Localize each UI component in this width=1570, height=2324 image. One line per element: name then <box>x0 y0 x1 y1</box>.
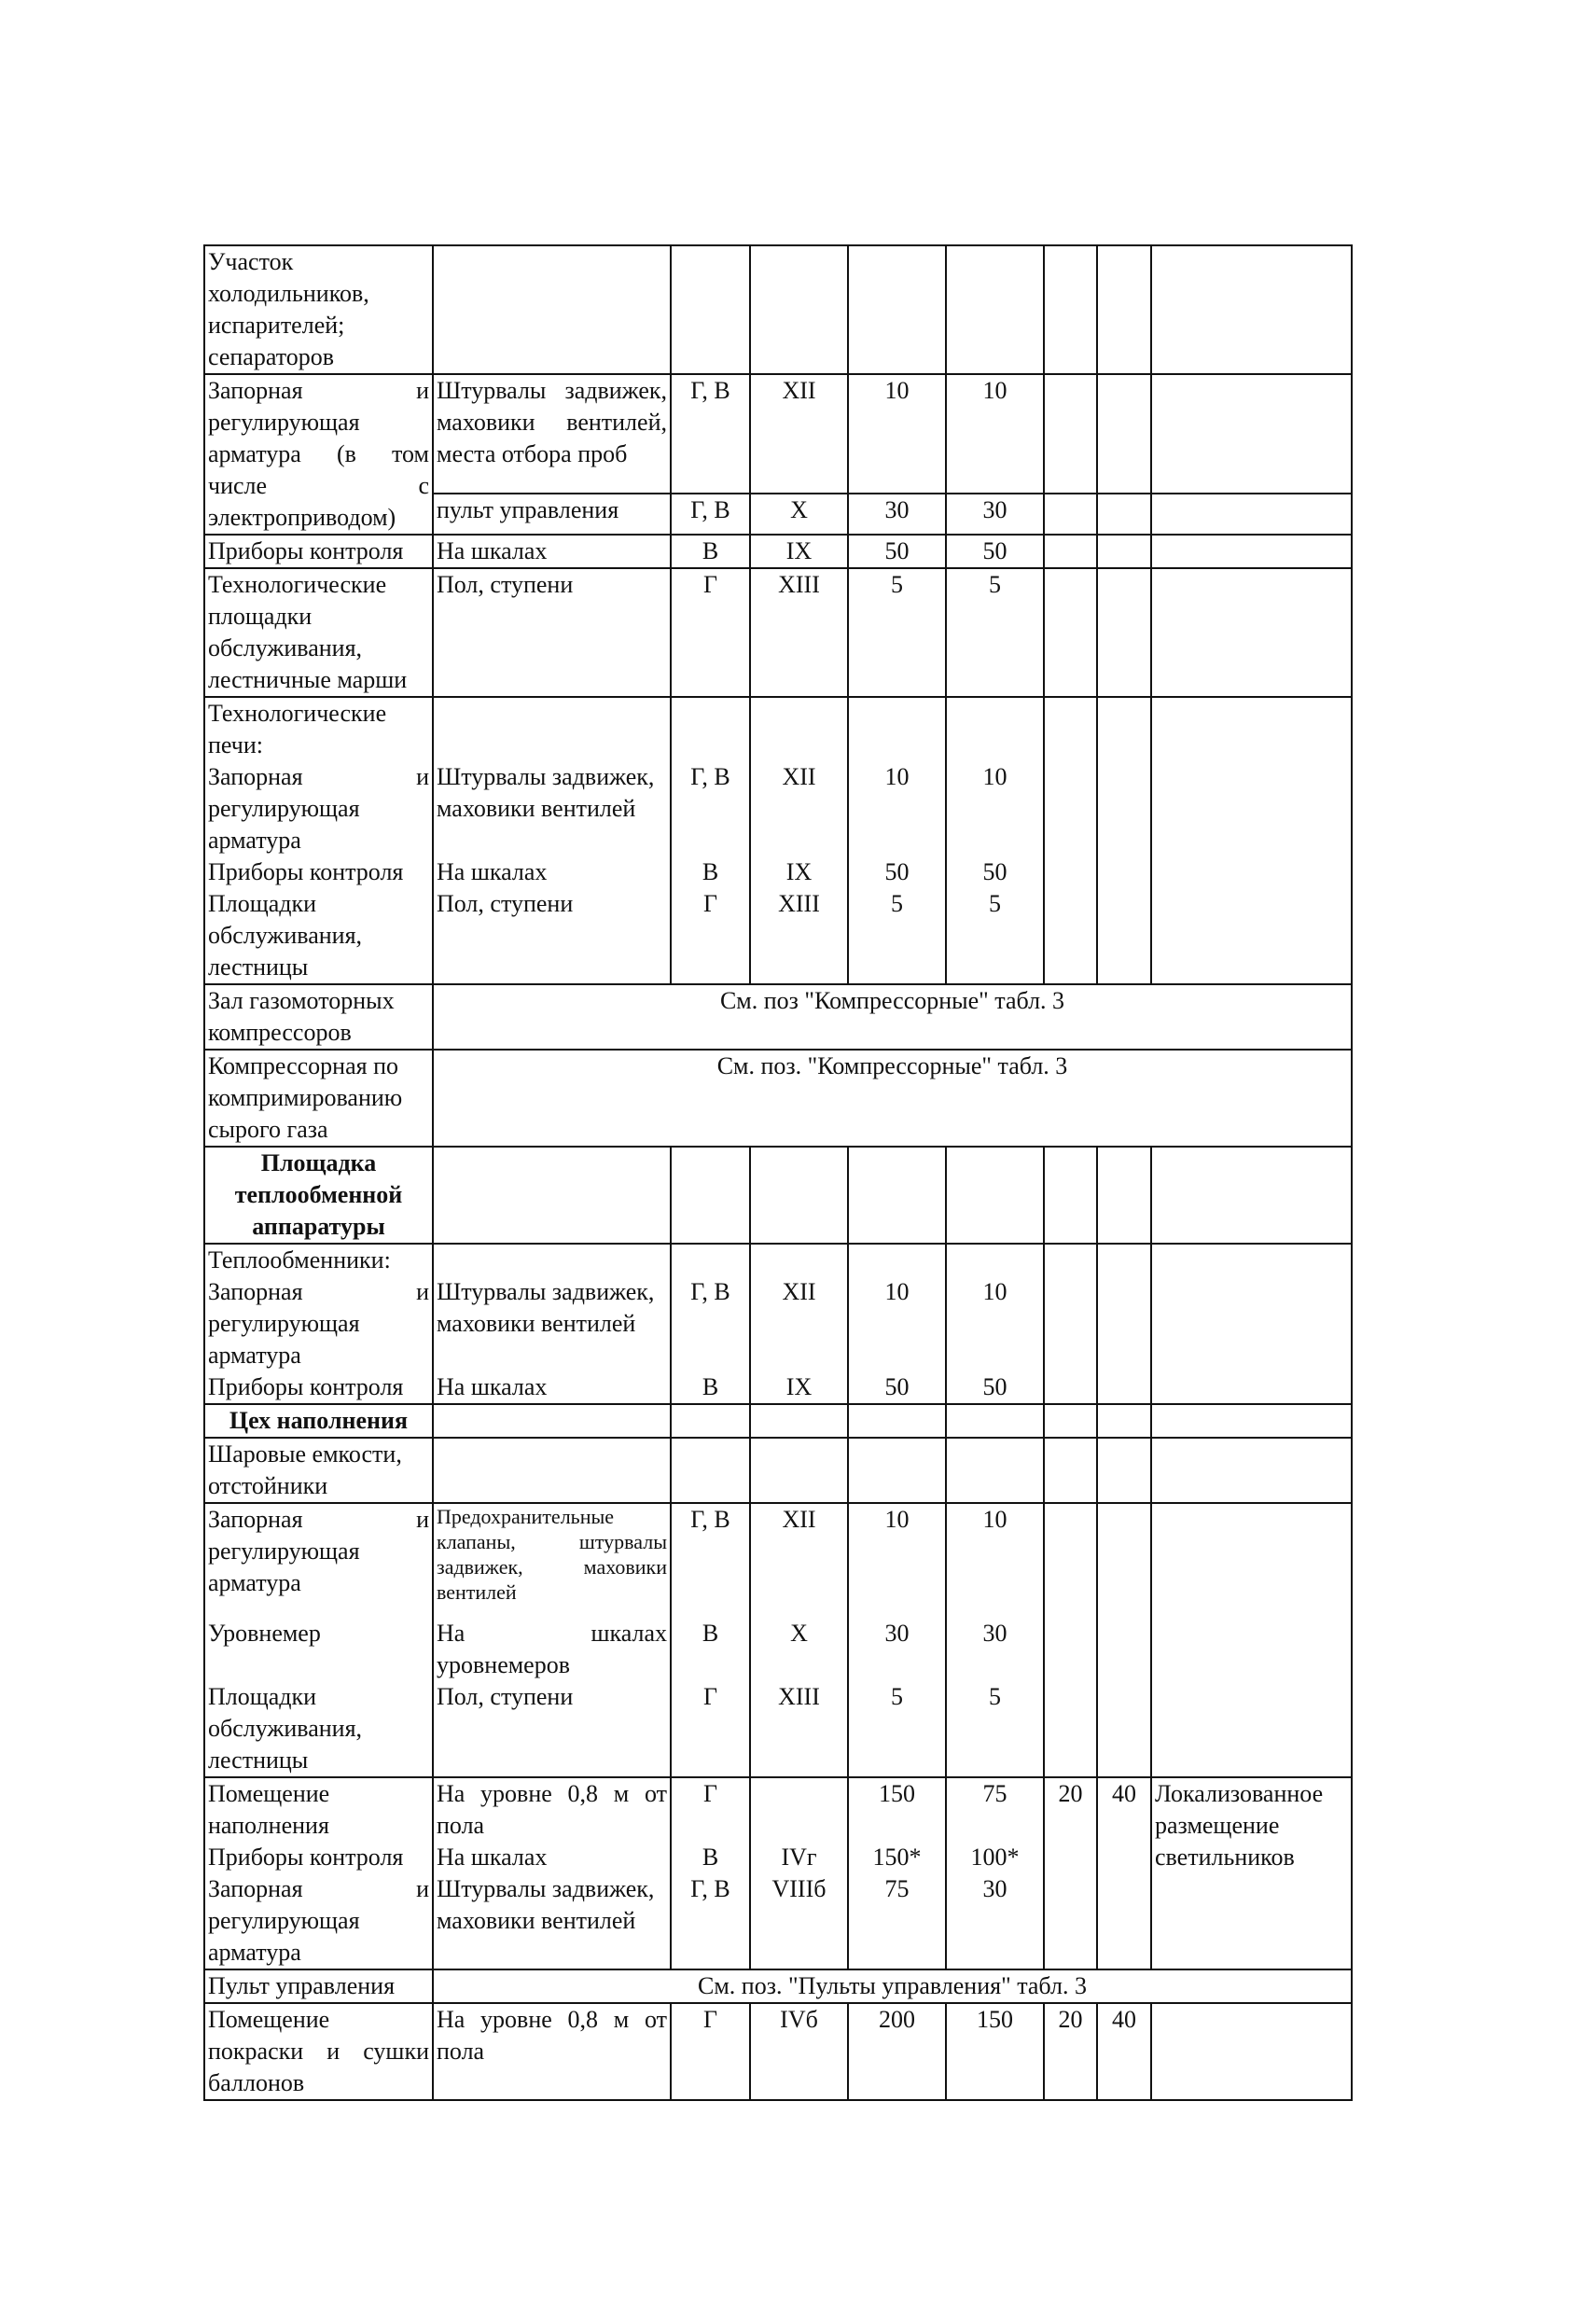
cell-system <box>671 1438 750 1503</box>
cell-category-line <box>754 1778 844 1842</box>
empty-cell <box>1097 1404 1151 1438</box>
lighting-norms-table <box>203 244 1353 2101</box>
cell-system-line: Г, В <box>690 763 730 790</box>
cell-illum-2: 5 <box>946 568 1044 697</box>
cell-illum-2-line <box>950 698 1040 761</box>
cell-category-line: XII <box>782 1278 816 1305</box>
cell-surface: пульт управления <box>433 494 671 535</box>
cell-system-line: Г, В <box>690 1875 730 1902</box>
cell-surface <box>433 697 671 984</box>
cell-illum-1: 30 <box>848 494 946 535</box>
cell-illum-2 <box>946 1438 1044 1503</box>
cell-category-line: IX <box>785 858 813 885</box>
cell-category <box>750 1438 848 1503</box>
cell-system-line: В <box>702 1844 719 1871</box>
cell-system <box>671 1777 750 1969</box>
cell-illum-2 <box>946 697 1044 984</box>
cell-surface <box>433 1777 671 1969</box>
cell-illum-2: 50 <box>946 535 1044 568</box>
cell-place: Участок холодильников, испарителей; сепараторов <box>204 245 433 374</box>
cell-place <box>204 1244 433 1404</box>
cell-category <box>750 1777 848 1969</box>
cell-place-line: Уровнемер <box>208 1620 321 1647</box>
cell-surface: На шкалах <box>433 535 671 568</box>
cell-place-line: Приборы контроля <box>208 1844 404 1871</box>
cell-surface: Пол, ступени <box>433 568 671 697</box>
cell-note <box>1151 494 1352 535</box>
cell-system-line: Г <box>702 890 718 917</box>
cell-category-line <box>754 698 844 761</box>
cell-system <box>671 697 750 984</box>
empty-cell <box>848 1147 946 1244</box>
table-row <box>204 697 1352 984</box>
cell-category <box>750 245 848 374</box>
cell-system <box>671 245 750 374</box>
cell-illum-1: 200 <box>848 2003 946 2100</box>
cell-illum-2 <box>946 245 1044 374</box>
cell-system: Г <box>671 568 750 697</box>
cell-place: Шаровые емкости, отстойники <box>204 1438 433 1503</box>
cell-reference: См. поз. "Компрессорные" табл. 3 <box>433 1050 1352 1147</box>
empty-cell <box>433 1147 671 1244</box>
cell-illum-1-line: 30 <box>884 1620 910 1647</box>
cell-system <box>671 1503 750 1777</box>
cell-surface-line: На шкалах уровнемеров <box>437 1620 667 1678</box>
section-title: Цех наполнения <box>204 1404 433 1438</box>
cell-system: Г <box>671 2003 750 2100</box>
cell-illum-1-line: 50 <box>884 1373 910 1400</box>
cell-coef-2 <box>1097 1244 1151 1404</box>
cell-surface-line: Штурвалы задвижек, маховики вентилей <box>437 1278 655 1337</box>
empty-cell <box>848 1404 946 1438</box>
cell-surface <box>433 1244 671 1404</box>
cell-surface-line: На шкалах <box>437 1844 548 1871</box>
cell-illum-2: 150 <box>946 2003 1044 2100</box>
cell-place-line: Запорная и регулирующая арматура <box>208 1506 429 1596</box>
cell-illum-2-line: 10 <box>982 1506 1007 1533</box>
cell-illum-2: 10 <box>946 374 1044 494</box>
cell-surface-line: На шкалах <box>437 1373 548 1400</box>
cell-surface-line <box>437 698 667 761</box>
cell-illum-1: 5 <box>848 568 946 697</box>
cell-place-line: Технологические печи: <box>208 700 387 758</box>
cell-system-line <box>674 1245 746 1276</box>
cell-place: Зал газомоторных компрессоров <box>204 984 433 1050</box>
cell-system-line <box>674 698 746 761</box>
cell-place-line: Запорная и регулирующая арматура <box>208 1278 429 1369</box>
cell-note <box>1151 1438 1352 1503</box>
cell-category: XIII <box>750 568 848 697</box>
cell-system: Г, В <box>671 374 750 494</box>
cell-surface-line: Пол, ступени <box>437 1683 574 1710</box>
cell-category-line: IVг <box>781 1844 817 1871</box>
empty-cell <box>1044 1147 1097 1244</box>
cell-category-line: XII <box>782 1506 816 1533</box>
cell-coef-2 <box>1097 1503 1151 1777</box>
cell-place-line: Приборы контроля <box>208 858 404 885</box>
empty-cell <box>750 1404 848 1438</box>
cell-category-line: XIII <box>778 1683 820 1710</box>
table-row <box>204 1438 1352 1503</box>
cell-coef-1 <box>1044 697 1097 984</box>
cell-coef-2 <box>1097 568 1151 697</box>
cell-illum-1-line: 150 <box>879 1780 915 1807</box>
cell-category: IVб <box>750 2003 848 2100</box>
cell-coef-1: 20 <box>1044 1777 1097 1969</box>
table-row <box>204 1969 1352 2003</box>
cell-surface <box>433 245 671 374</box>
cell-reference: См. поз "Компрессорные" табл. 3 <box>433 984 1352 1050</box>
table-row <box>204 984 1352 1050</box>
empty-cell <box>1151 1147 1352 1244</box>
cell-system-line: Г <box>702 1780 718 1807</box>
cell-system-line: Г <box>702 1683 718 1710</box>
cell-coef-1 <box>1044 1244 1097 1404</box>
cell-category-line <box>754 1245 844 1276</box>
cell-illum-1-line: 10 <box>884 1278 910 1305</box>
cell-surface-line <box>437 1245 667 1276</box>
cell-surface-line: Штурвалы задвижек, маховики вентилей <box>437 763 655 822</box>
cell-illum-1 <box>848 1503 946 1777</box>
cell-system-line: В <box>702 858 719 885</box>
cell-illum-2 <box>946 1503 1044 1777</box>
cell-coef-2 <box>1097 1438 1151 1503</box>
empty-cell <box>671 1404 750 1438</box>
cell-category-line: XIII <box>778 890 820 917</box>
table-row <box>204 1777 1352 1969</box>
cell-surface-line: Штурвалы задвижек, маховики вентилей <box>437 1875 655 1934</box>
cell-note <box>1151 2003 1352 2100</box>
cell-place: Помещение покраски и сушки баллонов <box>204 2003 433 2100</box>
cell-note: Локализованное размещение светильников <box>1151 1777 1352 1969</box>
empty-cell <box>1151 1404 1352 1438</box>
cell-coef-1 <box>1044 245 1097 374</box>
table-row <box>204 245 1352 374</box>
cell-illum-2-line: 50 <box>982 1373 1007 1400</box>
section-row <box>204 1404 1352 1438</box>
cell-illum-1: 50 <box>848 535 946 568</box>
cell-illum-2-line: 75 <box>982 1780 1007 1807</box>
cell-reference: См. поз. "Пульты управления" табл. 3 <box>433 1969 1352 2003</box>
cell-note <box>1151 697 1352 984</box>
cell-note <box>1151 535 1352 568</box>
cell-system <box>671 1244 750 1404</box>
cell-surface-line: Предохранительные клапаны, штурвалы задвижек, маховики вентилей <box>437 1505 667 1604</box>
cell-illum-2: 30 <box>946 494 1044 535</box>
cell-category-line: X <box>790 1620 808 1647</box>
cell-illum-1 <box>848 1438 946 1503</box>
cell-coef-1: 20 <box>1044 2003 1097 2100</box>
cell-coef-2: 40 <box>1097 2003 1151 2100</box>
empty-cell <box>1097 1147 1151 1244</box>
cell-coef-2 <box>1097 494 1151 535</box>
cell-category-line: VIIIб <box>771 1875 827 1902</box>
cell-coef-1 <box>1044 535 1097 568</box>
cell-system-line: Г, В <box>690 1278 730 1305</box>
cell-system-line: В <box>702 1373 719 1400</box>
table-row <box>204 568 1352 697</box>
cell-surface <box>433 1438 671 1503</box>
cell-coef-2 <box>1097 697 1151 984</box>
cell-illum-1: 10 <box>848 374 946 494</box>
table-row <box>204 1503 1352 1777</box>
cell-system: В <box>671 535 750 568</box>
cell-note <box>1151 374 1352 494</box>
cell-place-line: Запорная и регулирующая арматура <box>208 763 429 854</box>
table-row <box>204 1050 1352 1147</box>
cell-surface: Штурвалы задвижек, маховики вентилей, места отбора проб <box>433 374 671 494</box>
cell-place-line: Приборы контроля <box>208 1373 404 1400</box>
cell-place-line: Площадки обслуживания, лестницы <box>208 890 363 981</box>
cell-illum-1 <box>848 245 946 374</box>
cell-illum-2-line: 50 <box>982 858 1007 885</box>
empty-cell <box>946 1147 1044 1244</box>
cell-category: XII <box>750 374 848 494</box>
cell-illum-2-line: 30 <box>982 1875 1007 1902</box>
cell-place: Запорная и регулирующая арматура (в том числе с электроприводом) <box>204 374 433 535</box>
cell-illum-1-line: 150* <box>872 1844 922 1871</box>
section-row <box>204 1147 1352 1244</box>
empty-cell <box>671 1147 750 1244</box>
cell-illum-1-line <box>852 698 942 761</box>
cell-category <box>750 1244 848 1404</box>
cell-illum-1-line: 75 <box>884 1875 910 1902</box>
cell-coef-2: 40 <box>1097 1777 1151 1969</box>
cell-place: Приборы контроля <box>204 535 433 568</box>
table-row <box>204 2003 1352 2100</box>
cell-coef-2 <box>1097 245 1151 374</box>
section-title: Площадка теплообменной аппаратуры <box>204 1147 433 1244</box>
cell-place: Технологические площадки обслуживания, лестничные марши <box>204 568 433 697</box>
cell-place-line: Площадки обслуживания, лестницы <box>208 1683 363 1774</box>
cell-illum-2-line: 5 <box>989 890 1001 917</box>
cell-place-line: Теплообменники: <box>208 1246 391 1273</box>
cell-illum-1 <box>848 1244 946 1404</box>
cell-note <box>1151 1503 1352 1777</box>
cell-illum-2-line: 30 <box>982 1620 1007 1647</box>
empty-cell <box>1044 1404 1097 1438</box>
cell-category: IX <box>750 535 848 568</box>
cell-coef-1 <box>1044 494 1097 535</box>
cell-illum-1-line: 10 <box>884 763 910 790</box>
cell-illum-1-line <box>852 1245 942 1276</box>
cell-surface-line: Пол, ступени <box>437 890 574 917</box>
table-row <box>204 374 1352 494</box>
cell-surface-line: На уровне 0,8 м от пола <box>437 1780 667 1839</box>
cell-place: Пульт управления <box>204 1969 433 2003</box>
cell-category <box>750 1503 848 1777</box>
cell-note <box>1151 568 1352 697</box>
table-row <box>204 1244 1352 1404</box>
cell-illum-2-line: 10 <box>982 763 1007 790</box>
cell-illum-1-line: 5 <box>891 1683 903 1710</box>
cell-category: X <box>750 494 848 535</box>
cell-illum-2-line <box>950 1245 1040 1276</box>
cell-category-line: XII <box>782 763 816 790</box>
table-row <box>204 535 1352 568</box>
cell-illum-1-line: 5 <box>891 890 903 917</box>
cell-surface-line: На шкалах <box>437 858 548 885</box>
cell-coef-1 <box>1044 1438 1097 1503</box>
cell-system-line: Г, В <box>690 1506 730 1533</box>
cell-illum-2-line: 10 <box>982 1278 1007 1305</box>
cell-illum-1 <box>848 697 946 984</box>
cell-surface <box>433 1503 671 1777</box>
cell-place <box>204 1777 433 1969</box>
cell-surface: На уровне 0,8 м от пола <box>433 2003 671 2100</box>
cell-system-line: В <box>702 1620 719 1647</box>
cell-place: Компрессорная по компримированию сырого газа <box>204 1050 433 1147</box>
cell-illum-2 <box>946 1777 1044 1969</box>
cell-coef-2 <box>1097 535 1151 568</box>
empty-cell <box>946 1404 1044 1438</box>
cell-illum-2-line: 100* <box>970 1844 1020 1871</box>
cell-note <box>1151 1244 1352 1404</box>
cell-illum-1-line: 50 <box>884 858 910 885</box>
cell-coef-1 <box>1044 374 1097 494</box>
cell-illum-2 <box>946 1244 1044 1404</box>
cell-coef-1 <box>1044 568 1097 697</box>
cell-place <box>204 697 433 984</box>
empty-cell <box>433 1404 671 1438</box>
cell-place-line: Помещение наполнения <box>208 1780 330 1839</box>
cell-category-line: IX <box>785 1373 813 1400</box>
cell-illum-1-line: 10 <box>884 1506 910 1533</box>
cell-coef-2 <box>1097 374 1151 494</box>
cell-place-line: Запорная и регулирующая арматура <box>208 1875 429 1966</box>
cell-coef-1 <box>1044 1503 1097 1777</box>
cell-note <box>1151 245 1352 374</box>
cell-category <box>750 697 848 984</box>
cell-illum-1 <box>848 1777 946 1969</box>
cell-illum-2-line: 5 <box>989 1683 1001 1710</box>
cell-system: Г, В <box>671 494 750 535</box>
empty-cell <box>750 1147 848 1244</box>
cell-place <box>204 1503 433 1777</box>
